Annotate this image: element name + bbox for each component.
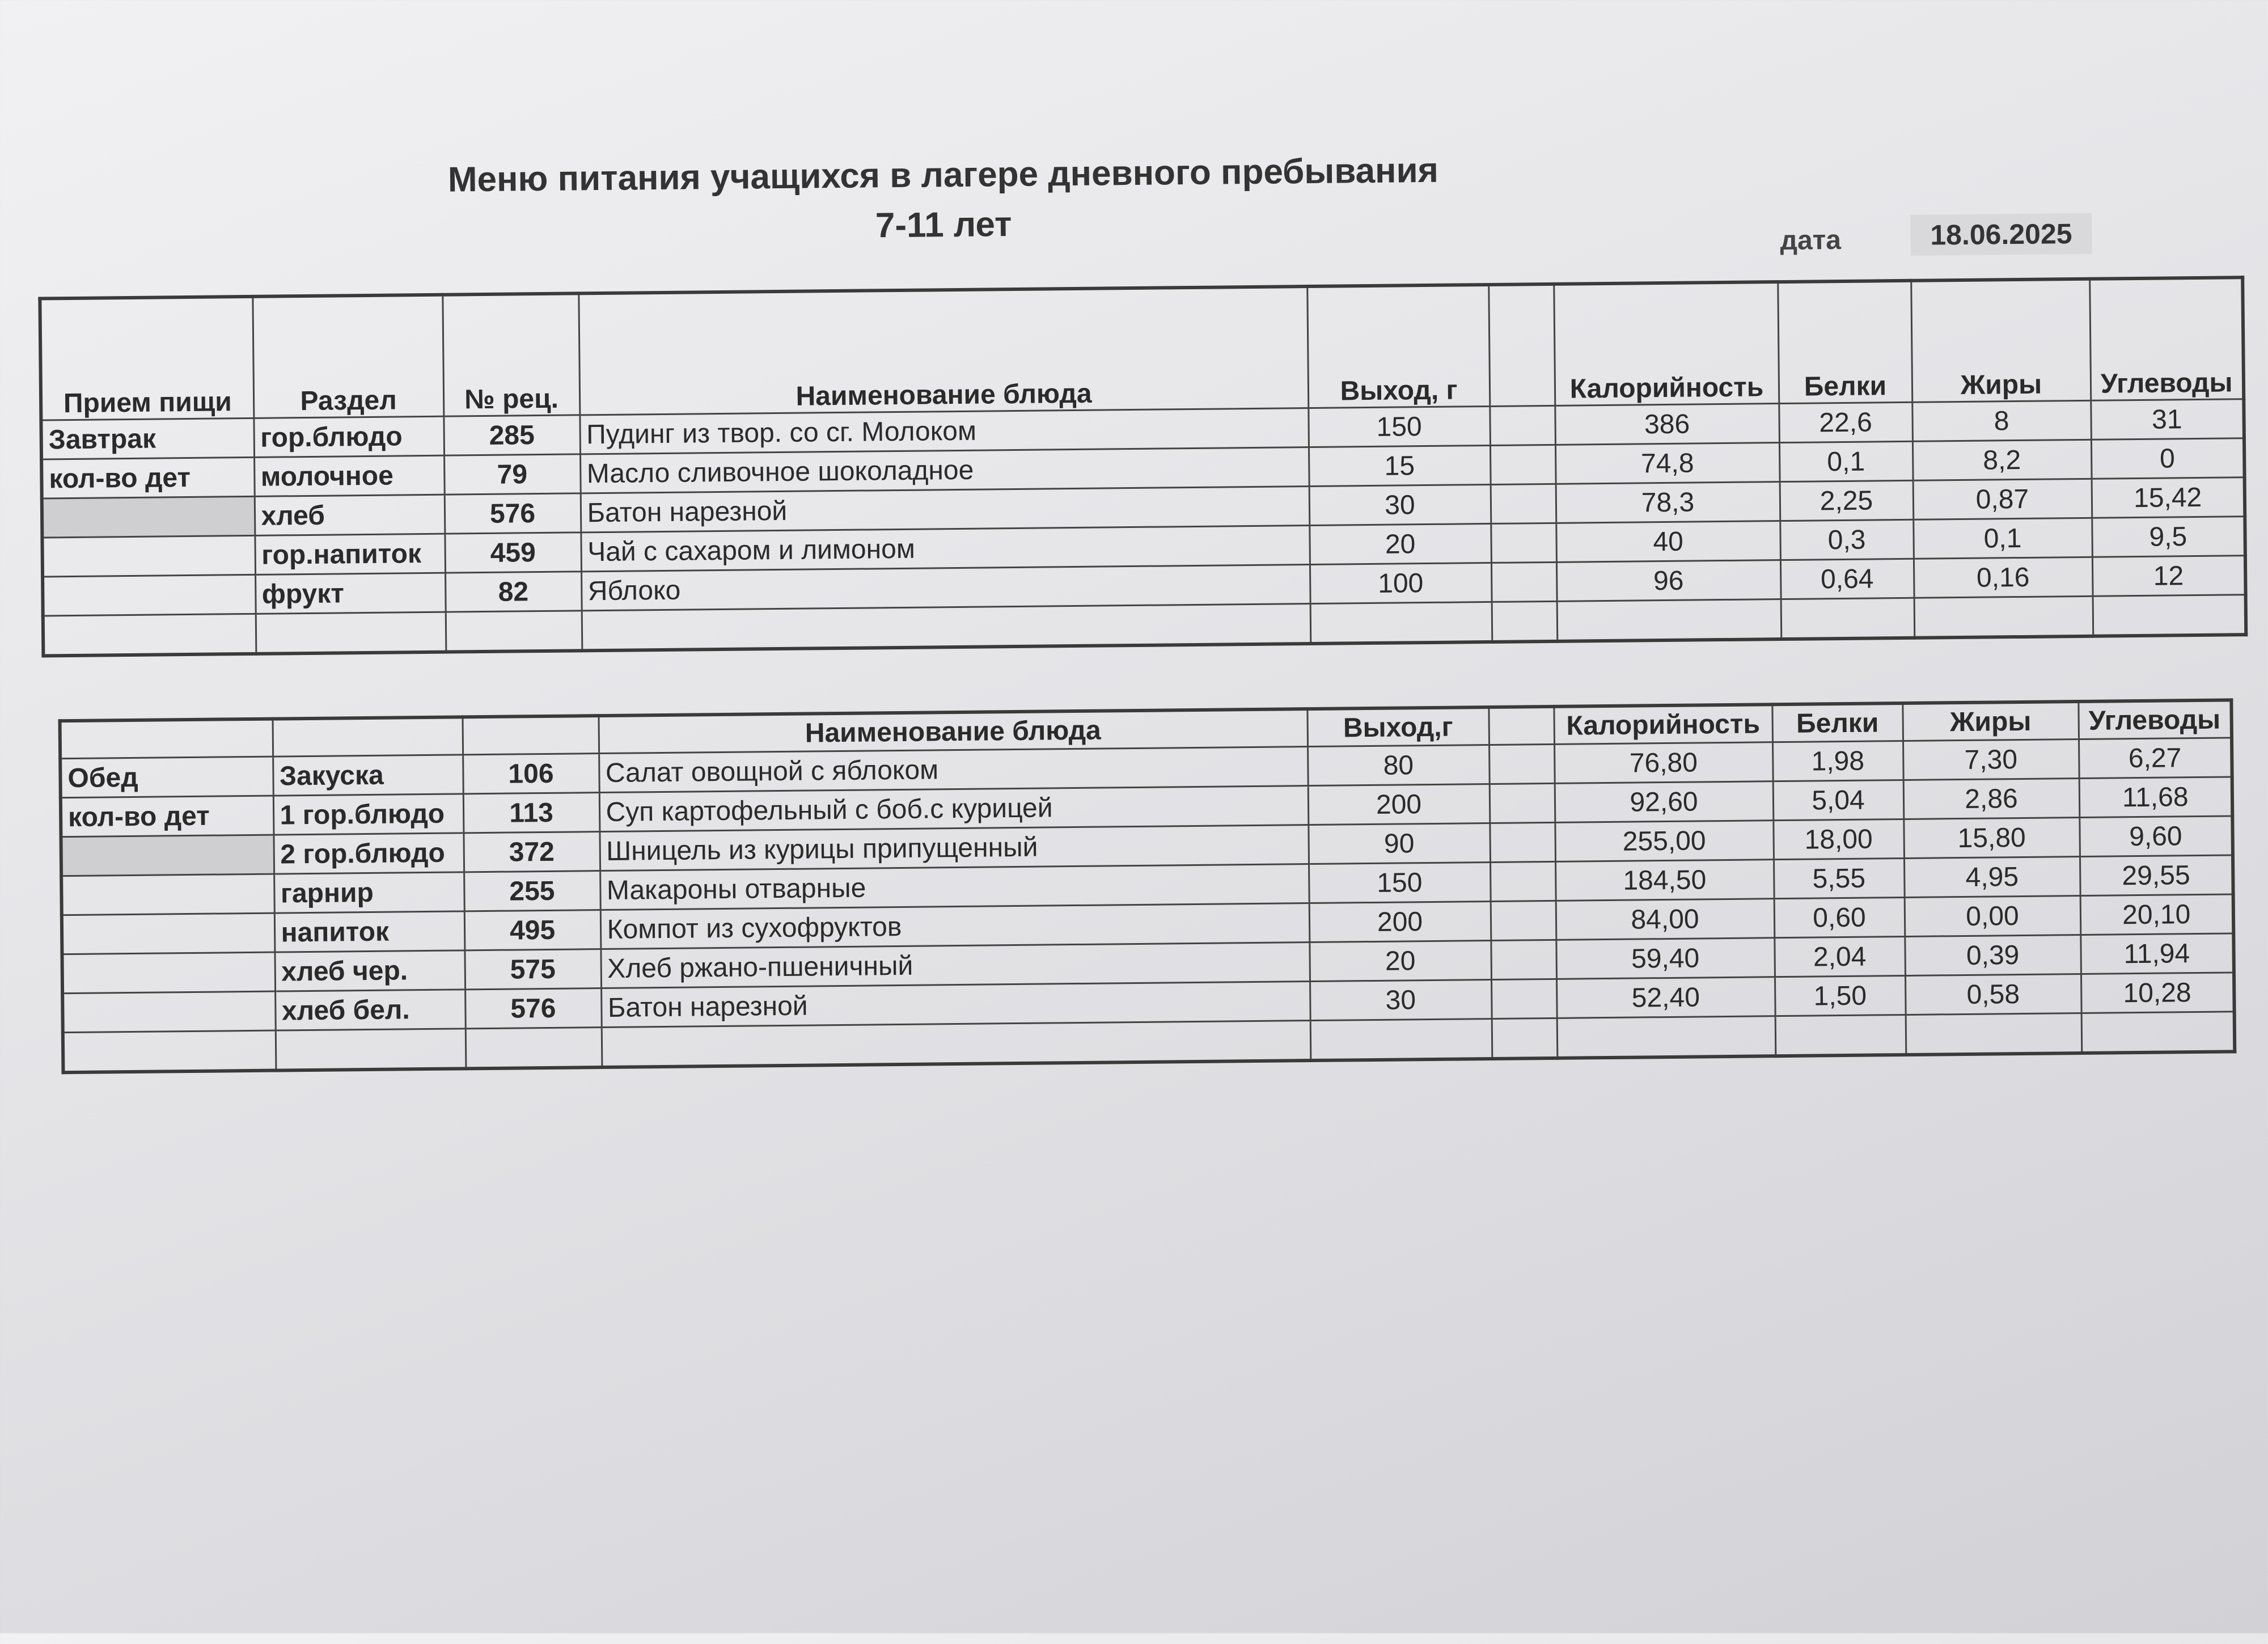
meal-cell-shaded bbox=[61, 835, 274, 876]
header-blank bbox=[1488, 284, 1555, 407]
fats-cell: 2,86 bbox=[1903, 779, 2080, 819]
section-cell: гор.напиток bbox=[255, 534, 445, 574]
section-cell: хлеб чер. bbox=[274, 950, 465, 991]
meal-cell bbox=[42, 535, 255, 577]
header-dish: Наименование блюда bbox=[578, 286, 1308, 415]
calories-cell: 84,00 bbox=[1556, 899, 1775, 940]
calories-cell: 74,8 bbox=[1555, 443, 1780, 484]
blank-cell bbox=[1490, 445, 1556, 484]
fats-cell: 8,2 bbox=[1912, 439, 2092, 480]
empty-cell bbox=[256, 612, 446, 654]
calories-cell: 78,3 bbox=[1556, 482, 1780, 523]
dish-cell: Пудинг из твор. со сг. Молоком bbox=[579, 408, 1309, 454]
carbs-cell: 9,60 bbox=[2079, 816, 2233, 857]
header-blank bbox=[60, 719, 273, 759]
meal-cell bbox=[62, 913, 275, 954]
fats-cell: 0,00 bbox=[1905, 896, 2081, 937]
header-recipe: № рец. bbox=[442, 293, 579, 416]
dish-cell: Компот из сухофруктов bbox=[600, 903, 1310, 949]
fats-cell: 0,58 bbox=[1905, 974, 2081, 1015]
empty-cell bbox=[1775, 1015, 1906, 1056]
carbs-cell: 11,68 bbox=[2079, 777, 2233, 818]
blank-cell bbox=[1489, 744, 1555, 784]
proteins-cell: 18,00 bbox=[1773, 819, 1904, 859]
empty-cell bbox=[1492, 601, 1558, 642]
dish-cell: Масло сливочное шоколадное bbox=[580, 447, 1309, 493]
output-cell: 90 bbox=[1308, 823, 1490, 864]
blank-cell bbox=[1491, 901, 1556, 940]
carbs-cell: 11,94 bbox=[2080, 933, 2234, 974]
output-cell: 100 bbox=[1310, 563, 1492, 603]
header-blank bbox=[462, 716, 599, 755]
output-cell: 80 bbox=[1308, 745, 1490, 786]
section-cell: напиток bbox=[274, 911, 465, 952]
recipe-cell: 255 bbox=[464, 871, 600, 911]
header-blank bbox=[1488, 707, 1554, 745]
proteins-cell: 22,6 bbox=[1779, 402, 1912, 442]
empty-cell bbox=[1492, 1018, 1558, 1059]
header-dish: Наименование блюда bbox=[598, 709, 1308, 753]
meal-cell bbox=[61, 874, 274, 915]
empty-cell bbox=[466, 1028, 602, 1069]
meal-cell: Обед bbox=[60, 757, 273, 798]
meal-cell: кол-во дет bbox=[41, 457, 255, 498]
recipe-cell: 495 bbox=[464, 910, 601, 950]
carbs-cell: 15,42 bbox=[2092, 477, 2245, 518]
output-cell: 200 bbox=[1308, 784, 1490, 825]
empty-cell bbox=[602, 1021, 1311, 1067]
proteins-cell: 0,64 bbox=[1780, 559, 1914, 599]
header-section: Раздел bbox=[252, 295, 443, 419]
recipe-cell: 285 bbox=[443, 415, 580, 455]
proteins-cell: 0,3 bbox=[1780, 519, 1914, 560]
calories-cell: 255,00 bbox=[1555, 821, 1774, 862]
meal-cell bbox=[62, 991, 276, 1033]
empty-cell bbox=[582, 604, 1311, 651]
recipe-cell: 372 bbox=[463, 832, 600, 872]
carbs-cell: 6,27 bbox=[2079, 738, 2232, 779]
lunch-table bbox=[58, 698, 2236, 1074]
calories-cell: 52,40 bbox=[1556, 977, 1775, 1018]
calories-cell: 386 bbox=[1555, 404, 1779, 445]
blank-cell bbox=[1491, 562, 1557, 602]
proteins-cell: 1,98 bbox=[1772, 741, 1903, 781]
calories-cell: 92,60 bbox=[1555, 781, 1774, 823]
empty-cell bbox=[446, 611, 582, 652]
section-cell: Закуска bbox=[273, 755, 463, 796]
fats-cell: 0,87 bbox=[1913, 479, 2092, 519]
meal-cell-shaded bbox=[42, 496, 255, 538]
calories-cell: 96 bbox=[1556, 560, 1781, 602]
carbs-cell: 29,55 bbox=[2080, 855, 2233, 896]
blank-cell bbox=[1491, 979, 1557, 1018]
empty-cell bbox=[43, 614, 256, 656]
header-calories: Калорийность bbox=[1554, 704, 1772, 744]
section-cell: гарнир bbox=[274, 872, 464, 913]
header-carbs: Углеводы bbox=[2089, 277, 2244, 400]
dish-cell: Суп картофельный с боб.с курицей bbox=[599, 786, 1309, 832]
header-proteins: Белки bbox=[1778, 281, 1912, 404]
blank-cell bbox=[1491, 523, 1556, 563]
output-cell: 20 bbox=[1309, 940, 1491, 981]
recipe-cell: 106 bbox=[463, 754, 599, 794]
output-cell: 15 bbox=[1309, 445, 1491, 486]
blank-cell bbox=[1491, 484, 1556, 523]
header-calories: Калорийность bbox=[1554, 282, 1779, 405]
empty-cell bbox=[1310, 602, 1492, 644]
empty-cell bbox=[1310, 1018, 1492, 1060]
output-cell: 30 bbox=[1310, 979, 1492, 1020]
proteins-cell: 1,50 bbox=[1775, 975, 1906, 1016]
proteins-cell: 2,04 bbox=[1774, 936, 1905, 977]
empty-cell bbox=[1557, 1016, 1776, 1058]
meal-cell bbox=[43, 574, 256, 616]
recipe-cell: 459 bbox=[445, 532, 581, 573]
empty-cell bbox=[2081, 1012, 2235, 1053]
meal-cell: Завтрак bbox=[41, 418, 254, 459]
section-cell: 2 гор.блюдо bbox=[273, 833, 464, 874]
empty-cell bbox=[1914, 596, 2093, 638]
recipe-cell: 576 bbox=[445, 493, 581, 534]
date-label: дата bbox=[1780, 225, 1842, 256]
breakfast-table bbox=[38, 276, 2248, 657]
carbs-cell: 10,28 bbox=[2081, 973, 2235, 1013]
empty-cell bbox=[2093, 595, 2246, 636]
blank-cell bbox=[1491, 940, 1556, 979]
dish-cell: Чай с сахаром и лимоном bbox=[581, 526, 1310, 572]
fats-cell: 7,30 bbox=[1903, 739, 2079, 780]
header-carbs: Углеводы bbox=[2078, 700, 2232, 739]
dish-cell: Шницель из курицы припущенный bbox=[599, 825, 1309, 871]
carbs-cell: 12 bbox=[2092, 556, 2246, 597]
calories-cell: 76,80 bbox=[1554, 742, 1773, 784]
output-cell: 150 bbox=[1309, 862, 1491, 903]
recipe-cell: 82 bbox=[445, 572, 582, 612]
recipe-cell: 79 bbox=[444, 454, 581, 495]
recipe-cell: 575 bbox=[464, 949, 601, 990]
blank-cell bbox=[1490, 783, 1555, 823]
carbs-cell: 20,10 bbox=[2080, 894, 2234, 935]
fats-cell: 0,1 bbox=[1913, 518, 2092, 559]
header-fats: Жиры bbox=[1911, 279, 2091, 403]
output-cell: 200 bbox=[1309, 901, 1491, 942]
dish-cell: Батон нарезной bbox=[601, 982, 1310, 1028]
fats-cell: 0,16 bbox=[1914, 557, 2093, 598]
carbs-cell: 31 bbox=[2091, 399, 2244, 440]
section-cell: хлеб bbox=[255, 495, 445, 535]
dish-cell: Макароны отварные bbox=[600, 864, 1309, 910]
blank-cell bbox=[1490, 861, 1556, 901]
title-line-2: 7-11 лет bbox=[875, 205, 1012, 246]
title-line-1: Меню питания учащихся в лагере дневного пребывания bbox=[447, 150, 1439, 200]
dish-cell: Салат овощной с яблоком bbox=[599, 747, 1308, 793]
fats-cell: 4,95 bbox=[1904, 857, 2080, 898]
dish-cell: Хлеб ржано-пшеничный bbox=[600, 943, 1310, 988]
header-output: Выход,г bbox=[1307, 707, 1489, 747]
page-title bbox=[291, 144, 1596, 256]
output-cell: 150 bbox=[1308, 406, 1490, 447]
section-cell: хлеб бел. bbox=[275, 990, 466, 1030]
header-blank bbox=[272, 717, 463, 757]
section-cell: молочное bbox=[254, 455, 445, 496]
breakfast-header-row bbox=[40, 277, 2244, 420]
empty-cell bbox=[63, 1030, 276, 1072]
fats-cell: 0,39 bbox=[1905, 935, 2081, 976]
section-cell: 1 гор.блюдо bbox=[273, 794, 464, 835]
output-cell: 30 bbox=[1309, 484, 1491, 525]
empty-cell bbox=[1906, 1013, 2082, 1054]
header-meal: Прием пищи bbox=[40, 297, 253, 420]
calories-cell: 59,40 bbox=[1556, 938, 1775, 979]
blank-cell bbox=[1490, 405, 1555, 445]
proteins-cell: 0,60 bbox=[1774, 897, 1905, 937]
proteins-cell: 5,55 bbox=[1774, 858, 1905, 898]
recipe-cell: 113 bbox=[463, 793, 600, 833]
carbs-cell: 9,5 bbox=[2092, 517, 2245, 557]
fats-cell: 15,80 bbox=[1903, 818, 2080, 859]
meal-cell: кол-во дет bbox=[61, 796, 274, 837]
empty-cell bbox=[276, 1029, 466, 1071]
empty-cell bbox=[1557, 599, 1782, 641]
meal-cell bbox=[62, 952, 275, 994]
header-fats: Жиры bbox=[1902, 701, 2079, 741]
output-cell: 20 bbox=[1309, 523, 1491, 564]
header-proteins: Белки bbox=[1772, 703, 1903, 742]
empty-cell bbox=[1781, 598, 1915, 639]
calories-cell: 184,50 bbox=[1555, 860, 1774, 901]
calories-cell: 40 bbox=[1556, 521, 1780, 563]
blank-cell bbox=[1490, 822, 1555, 862]
proteins-cell: 0,1 bbox=[1779, 441, 1913, 481]
recipe-cell: 576 bbox=[465, 988, 602, 1029]
date-value: 18.06.2025 bbox=[1910, 213, 2092, 256]
proteins-cell: 2,25 bbox=[1780, 480, 1914, 521]
carbs-cell: 0 bbox=[2091, 438, 2245, 479]
header-output: Выход, г bbox=[1307, 285, 1490, 408]
proteins-cell: 5,04 bbox=[1773, 780, 1904, 820]
section-cell: гор.блюдо bbox=[253, 416, 444, 457]
dish-cell: Яблоко bbox=[581, 565, 1310, 611]
dish-cell: Батон нарезной bbox=[581, 487, 1310, 532]
section-cell: фрукт bbox=[255, 573, 446, 614]
fats-cell: 8 bbox=[1912, 400, 2091, 441]
